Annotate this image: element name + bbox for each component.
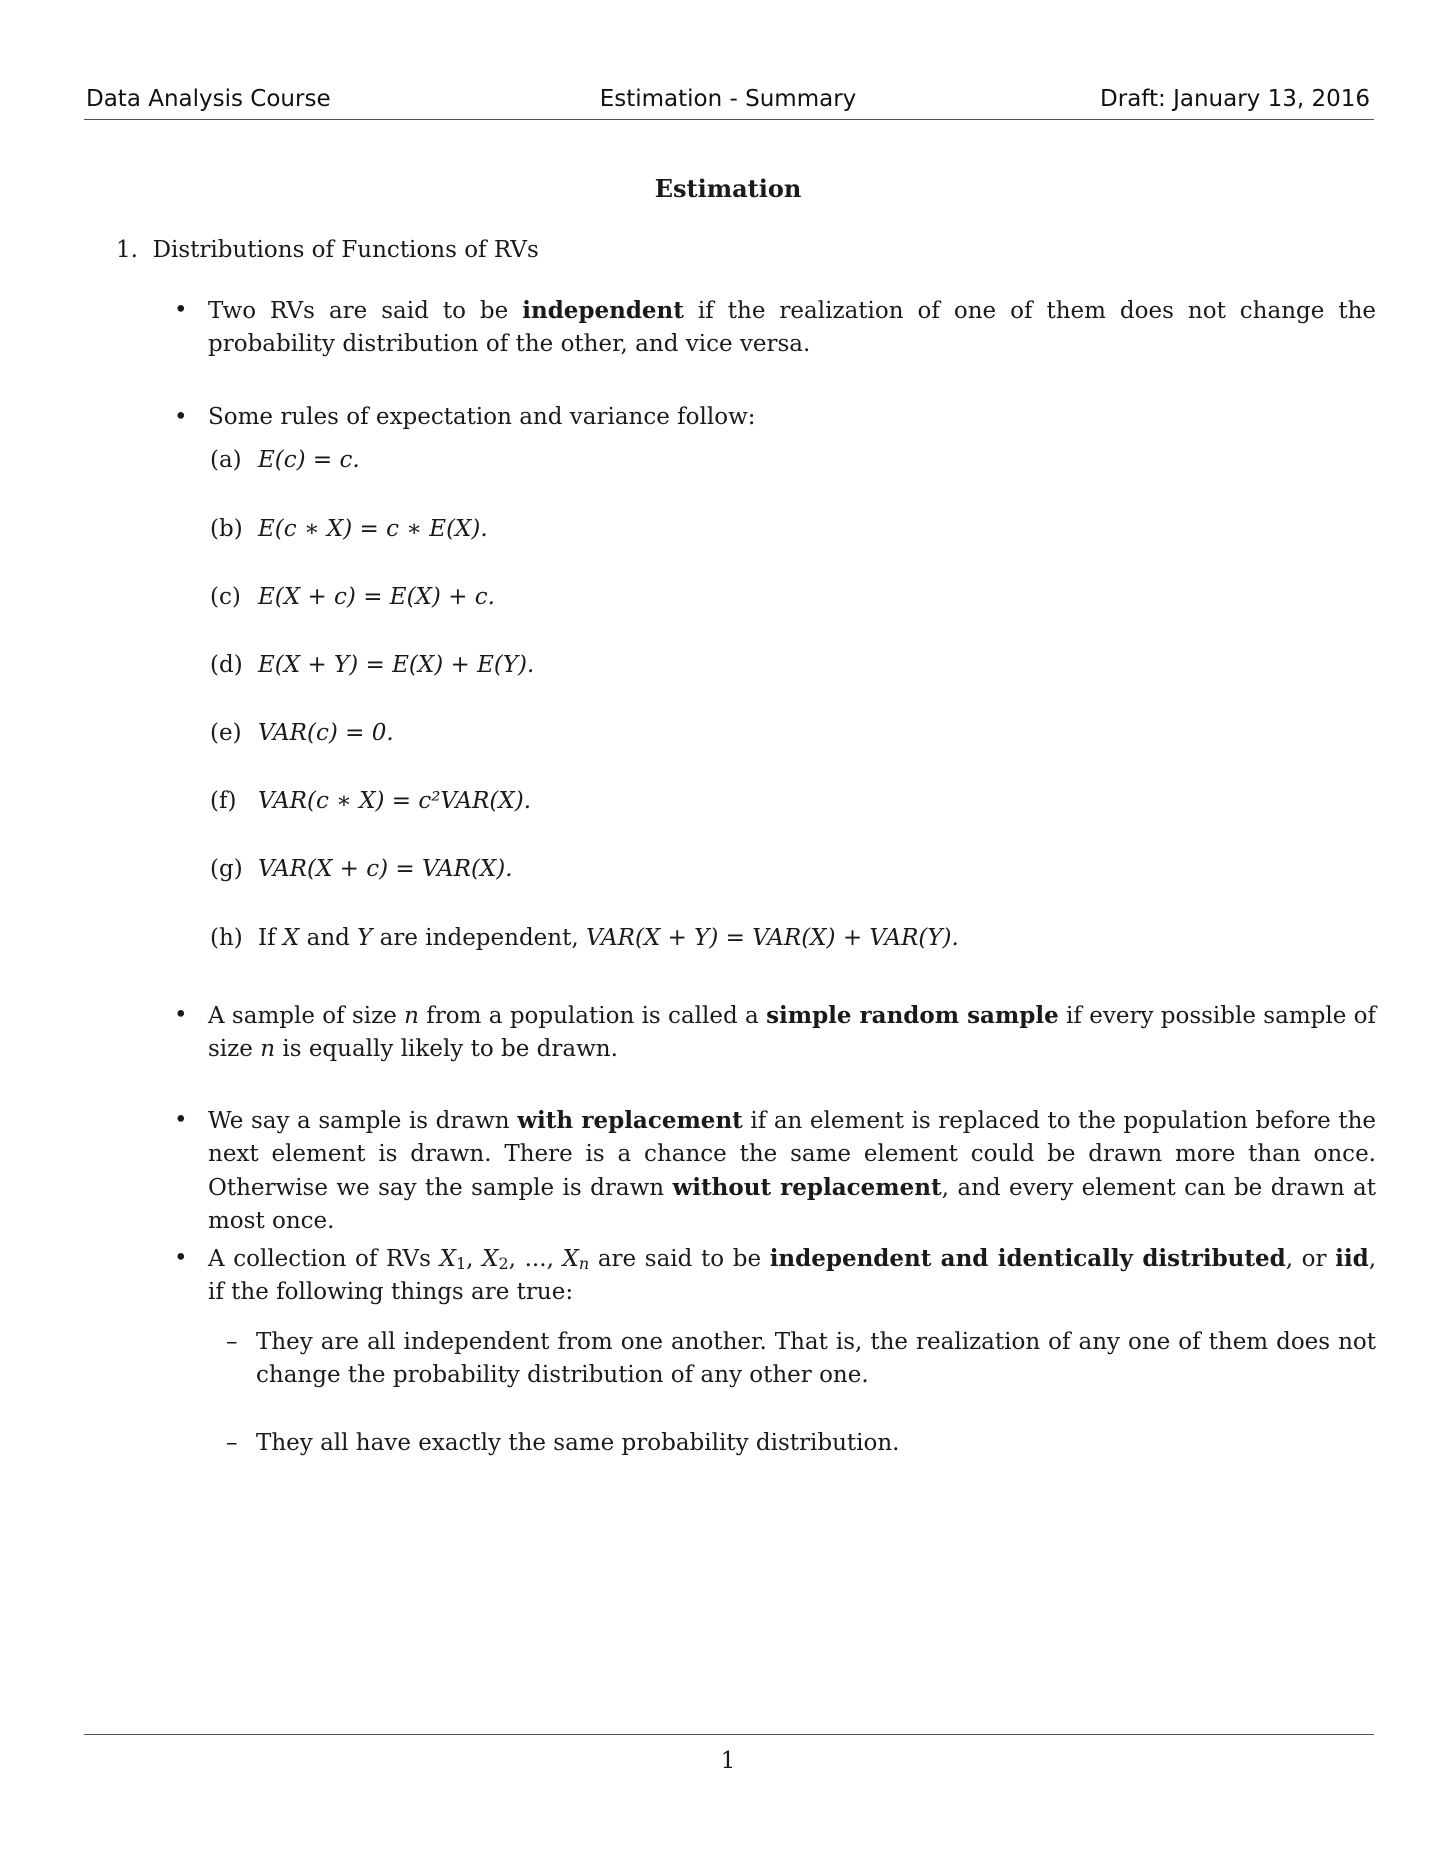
rule-label: (a) [210,447,242,473]
rule-g [210,853,513,886]
rule-formula: E(c) = c. [258,447,360,473]
var-x: X [439,1246,456,1272]
rule-label: (f) [210,788,237,814]
text: and [299,925,358,951]
text: if an element is replaced to the population before the next element is drawn. There is a chance the same element could be drawn more than once. Otherwise we say the sample is drawn [208,1108,1376,1201]
dash-text: They are all independent from one another. That is, the realization of any one of them does not change the probability distribution of any other one. [256,1329,1376,1388]
bullet-marker: • [174,1107,188,1133]
rule-a [210,444,360,477]
dash-marker: – [226,1329,238,1355]
rule-formula: E(X + Y) = E(X) + E(Y). [258,652,535,678]
rule-c [210,581,495,614]
text: from a population is called a [418,1003,767,1029]
rule-label: (b) [210,516,243,542]
rule-h [210,922,959,955]
term-without-replacement: without replacement [672,1174,942,1201]
rule-formula: VAR(X + Y) = VAR(X) + VAR(Y). [585,925,959,951]
rule-formula: VAR(c ∗ X) = c²VAR(X). [258,788,532,814]
var-y: Y [357,925,373,951]
header-rule [84,119,1374,120]
text: We say a sample is drawn [208,1108,518,1134]
text: if every possible sample of size [208,1003,1376,1062]
rule-label: (g) [210,856,243,882]
term-independent: independent [522,297,684,324]
bullet-marker: • [174,1002,188,1028]
text: , [546,1246,563,1272]
text: , if the following things are true: [208,1246,1377,1305]
page-number: 1 [720,1748,736,1774]
rule-label: (e) [210,720,242,746]
rule-formula: E(c ∗ X) = c ∗ E(X). [258,516,488,542]
rule-e [210,717,394,750]
subscript: 1 [455,1254,467,1273]
rule-b [210,513,488,546]
term-simple-random-sample: simple random sample [766,1002,1059,1029]
var-n: n [260,1036,276,1062]
rule-label: (c) [210,584,241,610]
var-n: n [404,1003,419,1029]
text: If [258,925,283,951]
text: , or [1285,1246,1336,1272]
rule-formula: E(X + c) = E(X) + c. [258,584,495,610]
dash-text: They all have exactly the same probability distribution. [256,1430,900,1456]
bullet-text [208,1242,1376,1309]
rule-f [210,785,531,818]
bullet-text [208,999,1376,1066]
bullet-marker: • [174,1245,188,1271]
text: are said to be [589,1246,770,1272]
text: A sample of size [208,1003,405,1029]
term-with-replacement: with replacement [517,1107,743,1134]
text: , [508,1246,525,1272]
subscript [579,1254,589,1273]
subscript-n: n [578,1254,590,1273]
text: A collection of RVs [208,1246,440,1272]
bullet-text: Some rules of expectation and variance follow: [208,404,756,430]
rule-formula: VAR(c) = 0. [258,720,394,746]
bullet-marker: • [174,297,188,323]
section-title: Distributions of Functions of RVs [152,237,539,263]
term-iid-full: independent and identically distributed [769,1245,1286,1272]
header-draft-date: Draft: January 13, 2016 [1100,86,1370,112]
term-iid: iid [1335,1245,1369,1272]
rule-label: (d) [210,652,243,678]
bullet-text [208,294,1376,361]
text: are independent, [372,925,586,951]
var-x: X [482,1246,499,1272]
page-title: Estimation [654,174,802,203]
var-x: X [282,925,300,951]
footer-rule [84,1734,1374,1735]
section-number: 1. [116,237,138,263]
section-heading [116,234,539,267]
bullet-marker: • [174,404,188,430]
ellipsis: ... [524,1246,547,1272]
subscript: 2 [498,1254,509,1273]
header-document-title: Estimation - Summary [599,86,857,112]
rule-label: (h) [210,925,243,951]
text: is equally likely to be drawn. [275,1036,618,1062]
var-x: X [562,1246,579,1272]
dash-marker: – [226,1430,238,1456]
bullet-text [208,1104,1376,1238]
text: , and every element can be drawn at most once. [208,1175,1377,1234]
text: Two RVs are said to be [208,298,523,324]
rule-d [210,649,534,682]
text: , [466,1246,483,1272]
text: if the realization of one of them does not change the probability distribution of the other, and vice versa. [208,298,1377,357]
rule-formula: VAR(X + c) = VAR(X). [258,856,513,882]
header-course-name: Data Analysis Course [86,86,331,112]
